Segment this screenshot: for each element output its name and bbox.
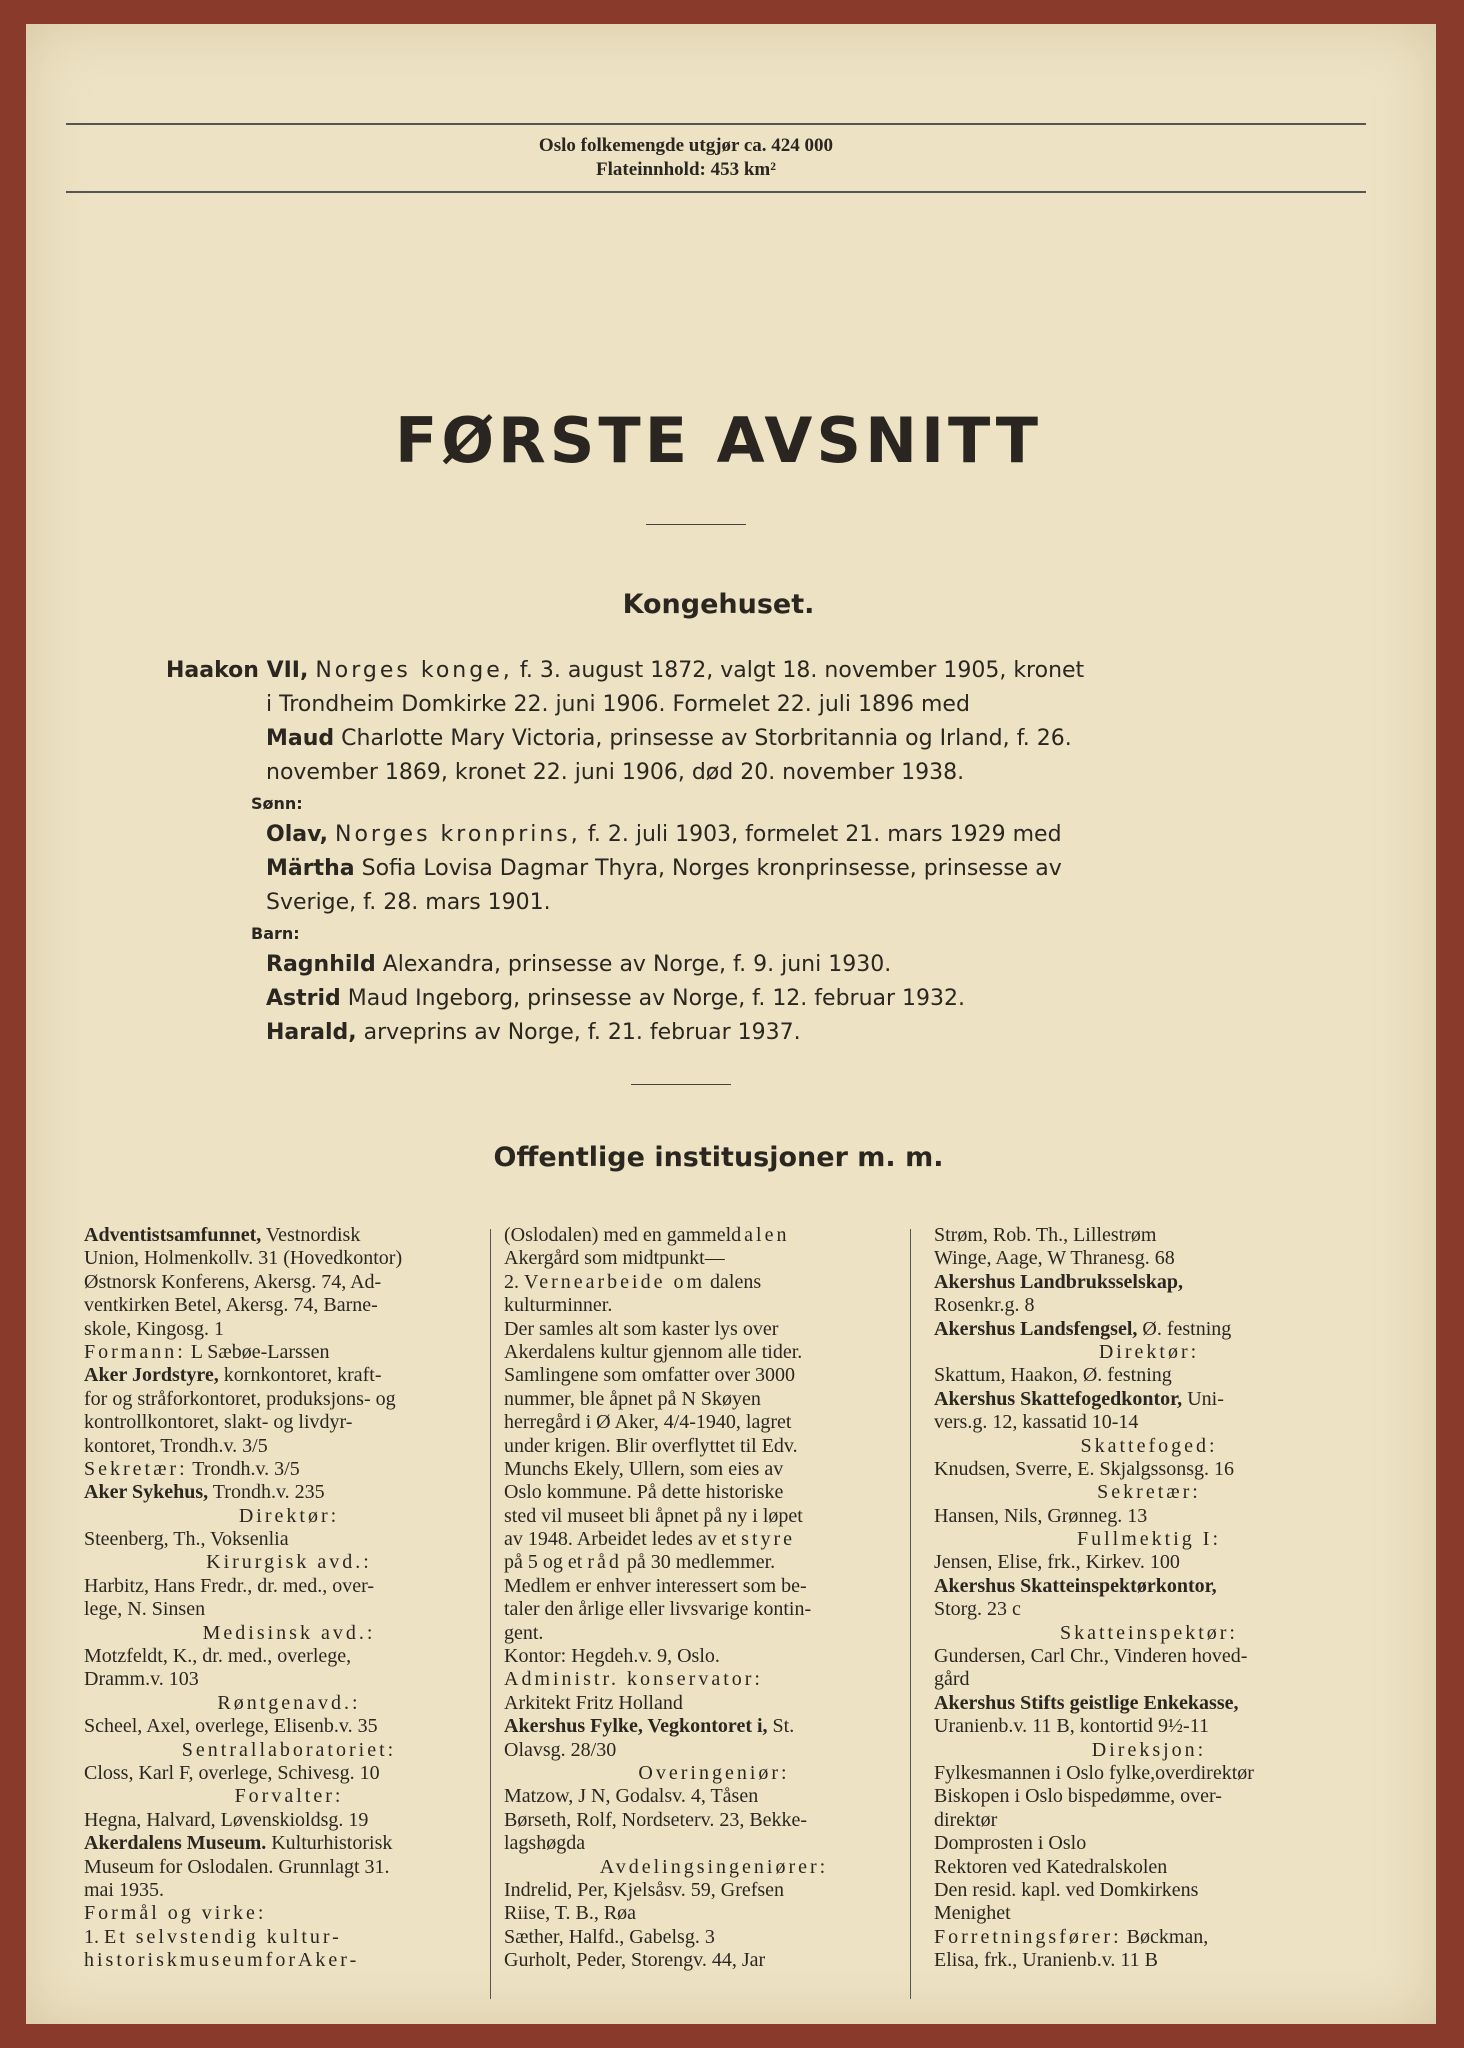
entry-line: [934, 1271, 1364, 1294]
entry-line: [934, 1622, 1364, 1645]
person-details: arveprins av Norge, f. 21. februar 1937.: [363, 1020, 801, 1045]
royal-line: [166, 790, 1256, 818]
entry-line: [934, 1715, 1364, 1738]
entry-line: [934, 1739, 1364, 1762]
role-label: Skatteinspektør:: [1060, 1621, 1238, 1644]
entry-line: [84, 1411, 494, 1434]
spaced-text: dalen: [731, 1224, 790, 1246]
entry-text: kontoret, Trondh.v. 3/5: [84, 1434, 268, 1457]
institution-name: Akershus Fylke, Vegkontoret i,: [504, 1715, 768, 1738]
entry-line: [934, 1481, 1364, 1504]
entry-text: ventkirken Betel, Akersg. 74, Barne-: [84, 1294, 378, 1317]
entry-text: Biskopen i Oslo bispedømme, over-: [934, 1785, 1222, 1808]
entry-text: Riise, T. B., Røa: [504, 1902, 637, 1925]
entry-line: [84, 1809, 494, 1832]
entry-line: [84, 1318, 494, 1341]
institution-name: Akershus Skatteinspektørkontor,: [934, 1574, 1217, 1597]
entry-line: [84, 1856, 494, 1879]
spaced-text: Vernearbeide om: [524, 1270, 706, 1293]
entry-text: Gundersen, Carl Chr., Vinderen hoved-: [934, 1645, 1248, 1668]
entry-line: [84, 1341, 494, 1364]
entry-line: [934, 1598, 1364, 1621]
person-name: Olav,: [266, 822, 328, 847]
entry-line: [84, 1271, 494, 1294]
entry-text: Kontor: Hegdeh.v. 9, Oslo.: [504, 1645, 720, 1668]
entry-text: Bøckman,: [1121, 1925, 1209, 1948]
royal-line: [166, 722, 1256, 756]
entry-text: Hegna, Halvard, Løvenskioldsg. 19: [84, 1808, 369, 1831]
entry-text: Samlingene som omfatter over 3000: [504, 1364, 796, 1387]
entry-text: Museum for Oslodalen. Grunnlagt 31.: [84, 1855, 390, 1878]
page: [26, 24, 1436, 2024]
entry-text: Oslo kommune. På dette historiske: [504, 1481, 784, 1504]
role-label: Røntgenavd.:: [217, 1691, 361, 1714]
entry-line: [84, 1762, 494, 1785]
entry-line: [934, 1458, 1364, 1481]
entry-line: [84, 1388, 494, 1411]
entry-line: [504, 1668, 924, 1691]
entry-line: [84, 1528, 494, 1551]
entry-text: Akergård som midtpunkt—: [504, 1247, 725, 1270]
role-label: Skattefoged:: [1080, 1434, 1218, 1457]
role-label: Administr. konservator:: [504, 1668, 763, 1691]
entry-text: Trondh.v. 3/5: [187, 1457, 300, 1480]
institution-name: Akershus Skattefogedkontor,: [934, 1387, 1183, 1410]
entry-text: lagshøgda: [504, 1832, 586, 1855]
entry-line: [504, 1481, 924, 1504]
population-line: Oslo folkemengde utgjør ca. 424 000: [538, 135, 834, 156]
institutions-column-1: [84, 1224, 494, 1973]
entry-line: [504, 1551, 924, 1574]
person-details: f. 3. august 1872, valgt 18. november 1905, kronet: [519, 658, 1085, 683]
entry-text: Strøm, Rob. Th., Lillestrøm: [934, 1224, 1157, 1246]
royal-heading: Kongehuset.: [622, 589, 815, 620]
entry-line: [504, 1435, 924, 1458]
entry-line: [934, 1528, 1364, 1551]
entry-line: [934, 1668, 1364, 1691]
person-name: Haakon VII,: [166, 658, 309, 683]
entry-line: [934, 1318, 1364, 1341]
entry-text: Østnorsk Konferens, Akersg. 74, Ad-: [84, 1270, 382, 1293]
entry-text: kontrollkontoret, slakt- og livdyr-: [84, 1411, 353, 1434]
royal-line: [166, 1016, 1256, 1050]
entry-line: [504, 1856, 924, 1879]
page-title: FØRSTE AVSNITT: [394, 404, 1043, 477]
entry-line: [934, 1224, 1364, 1247]
entry-line: [84, 1364, 494, 1387]
role-label: Sentrallaboratoriet:: [181, 1738, 397, 1761]
entry-text: Matzow, J N, Godalsv. 4, Tåsen: [504, 1785, 759, 1808]
entry-text: Closs, Karl F, overlege, Schivesg. 10: [84, 1761, 380, 1784]
entry-line: [504, 1645, 924, 1668]
institutions-column-3: [934, 1224, 1364, 1973]
entry-line: [934, 1926, 1364, 1949]
entry-line: [504, 1926, 924, 1949]
role-label: Medisinsk avd.:: [202, 1621, 376, 1644]
entry-line: [504, 1902, 924, 1925]
institution-name: Aker Sykehus,: [84, 1481, 209, 1504]
royal-line: [166, 852, 1256, 886]
relation-label: Barn:: [251, 924, 300, 943]
entry-line: [84, 1551, 494, 1574]
entry-text: skole, Kingosg. 1: [84, 1317, 224, 1340]
entry-text: 1.: [84, 1925, 104, 1948]
entry-text: Sæther, Halfd., Gabelsg. 3: [504, 1925, 715, 1948]
person-name: Ragnhild: [266, 952, 376, 977]
entry-text: Rektoren ved Katedralskolen: [934, 1855, 1168, 1878]
institution-name: Akerdalens Museum.: [84, 1832, 267, 1855]
entry-text: for og stråforkontoret, produksjons- og: [84, 1387, 396, 1410]
entry-text: Dramm.v. 103: [84, 1668, 199, 1691]
entry-text: Medlem er enhver interessert som be-: [504, 1574, 807, 1597]
entry-line: [934, 1435, 1364, 1458]
entry-line: [504, 1879, 924, 1902]
royal-line: [166, 920, 1256, 948]
entry-text: kornkontoret, kraft-: [218, 1364, 382, 1387]
entry-line: [84, 1902, 494, 1925]
entry-text: Rosenkr.g. 8: [934, 1294, 1035, 1317]
entry-text: dalens: [705, 1270, 762, 1293]
entry-text: taler den årlige eller livsvarige kontin-: [504, 1598, 812, 1621]
spaced-text: råd: [587, 1551, 622, 1574]
role-label: Overingeniør:: [638, 1761, 790, 1784]
person-title: Norges kronprins,: [335, 822, 581, 847]
entry-line: [504, 1458, 924, 1481]
entry-text: under krigen. Blir overflyttet til Edv.: [504, 1434, 798, 1457]
entry-line: [934, 1575, 1364, 1598]
entry-text: mai 1935.: [84, 1878, 164, 1901]
entry-text: Kulturhistorisk: [266, 1832, 393, 1855]
person-name: Harald,: [266, 1020, 357, 1045]
entry-line: [934, 1762, 1364, 1785]
entry-line: [504, 1271, 924, 1294]
relation-label: Sønn:: [251, 794, 303, 813]
entry-line: [84, 1832, 494, 1855]
entry-line: [934, 1809, 1364, 1832]
entry-line: [84, 1668, 494, 1691]
entry-line: [934, 1551, 1364, 1574]
entry-line: [504, 1388, 924, 1411]
entry-text: gent.: [504, 1621, 544, 1644]
spaced-text: historiskmuseumforAker-: [84, 1949, 360, 1972]
entry-line: [504, 1809, 924, 1832]
entry-line: [504, 1692, 924, 1715]
header-bottom-rule: [66, 191, 1366, 193]
entry-text: (Oslodalen) med en gammel: [504, 1224, 732, 1246]
entry-line: [934, 1388, 1364, 1411]
entry-text: herregård i Ø Aker, 4/4-1940, lagret: [504, 1411, 792, 1434]
entry-text: av 1948. Arbeidet ledes av et: [504, 1528, 742, 1551]
entry-line: [84, 1739, 494, 1762]
entry-line: [84, 1879, 494, 1902]
entry-text: Motzfeldt, K., dr. med., overlege,: [84, 1645, 352, 1668]
institution-name: Aker Jordstyre,: [84, 1364, 219, 1387]
entry-text: Ø. festning: [1137, 1317, 1232, 1340]
entry-text: Gurholt, Peder, Storengv. 44, Jar: [504, 1949, 766, 1972]
entry-line: [934, 1411, 1364, 1434]
royal-line: [166, 886, 1256, 920]
entry-text: på 30 medlemmer.: [621, 1551, 776, 1574]
entry-line: [84, 1785, 494, 1808]
entry-text: Der samles alt som kaster lys over: [504, 1317, 779, 1340]
entry-text: Vestnordisk: [261, 1224, 361, 1246]
entry-text: kulturminner.: [504, 1294, 613, 1317]
entry-text: Knudsen, Sverre, E. Skjalgssonsg. 16: [934, 1457, 1234, 1480]
entry-line: [84, 1458, 494, 1481]
entry-text: nummer, ble åpnet på N Skøyen: [504, 1387, 761, 1410]
person-details: Charlotte Mary Victoria, prinsesse av Storbritannia og Irland, f. 26.: [341, 726, 1072, 751]
entry-text: Uni-: [1182, 1387, 1224, 1410]
entry-text: Børseth, Rolf, Nordseterv. 23, Bekke-: [504, 1808, 808, 1831]
person-name: Maud: [266, 726, 335, 751]
role-label: Avdelingsingeniører:: [599, 1855, 829, 1878]
entry-text: Harbitz, Hans Fredr., dr. med., over-: [84, 1574, 375, 1597]
person-details: Sofia Lovisa Dagmar Thyra, Norges kronprinsesse, prinsesse av: [361, 856, 1062, 881]
entry-line: [934, 1364, 1364, 1387]
entry-line: [934, 1785, 1364, 1808]
entry-text: på 5 og et: [504, 1551, 588, 1574]
entry-text: sted vil museet bli åpnet på ny i løpet: [504, 1504, 803, 1527]
entry-line: [84, 1715, 494, 1738]
entry-line: [84, 1926, 494, 1949]
entry-text: Indrelid, Per, Kjelsåsv. 59, Grefsen: [504, 1878, 785, 1901]
entry-text: St.: [767, 1715, 795, 1738]
entry-line: [84, 1949, 494, 1972]
role-label: Direktør:: [238, 1504, 340, 1527]
role-label: Formål og virke:: [84, 1902, 267, 1925]
entry-line: [504, 1224, 924, 1247]
role-label: Kirurgisk avd.:: [206, 1551, 372, 1574]
entry-text: Trondh.v. 235: [208, 1481, 325, 1504]
entry-text: lege, N. Sinsen: [84, 1598, 206, 1621]
person-details: Sverige, f. 28. mars 1901.: [266, 890, 551, 915]
entry-text: Domprosten i Oslo: [934, 1832, 1087, 1855]
entry-text: direktør: [934, 1808, 998, 1831]
entry-line: [504, 1598, 924, 1621]
entry-line: [84, 1645, 494, 1668]
entry-line: [504, 1528, 924, 1551]
entry-text: Uranienb.v. 11 B, kontortid 9½-11: [934, 1715, 1209, 1738]
entry-text: Arkitekt Fritz Holland: [504, 1691, 683, 1714]
entry-text: 2.: [504, 1270, 524, 1293]
entry-line: [84, 1247, 494, 1270]
person-details: Maud Ingeborg, prinsesse av Norge, f. 12. februar 1932.: [347, 986, 966, 1011]
spaced-text: styre: [741, 1528, 796, 1551]
entry-line: [504, 1785, 924, 1808]
entry-line: [84, 1575, 494, 1598]
person-name: Astrid: [266, 986, 341, 1011]
entry-text: Fylkesmannen i Oslo fylke,overdirektør: [934, 1761, 1254, 1784]
entry-text: L Sæbøe-Larssen: [185, 1340, 330, 1363]
entry-text: vers.g. 12, kassatid 10-14: [934, 1411, 1139, 1434]
entry-line: [504, 1341, 924, 1364]
entry-line: [504, 1318, 924, 1341]
entry-text: Menighet: [934, 1902, 1011, 1925]
title-divider: [646, 524, 746, 525]
entry-line: [504, 1762, 924, 1785]
person-title: Norges konge,: [315, 658, 513, 683]
entry-line: [504, 1739, 924, 1762]
entry-line: [934, 1645, 1364, 1668]
entry-line: [504, 1832, 924, 1855]
institution-name: Adventistsamfunnet,: [84, 1224, 262, 1246]
role-label: Fullmektig I:: [1077, 1528, 1221, 1551]
entry-line: [934, 1341, 1364, 1364]
entry-line: [934, 1902, 1364, 1925]
entry-line: [934, 1949, 1364, 1972]
royal-line: [166, 654, 1256, 688]
entry-line: [84, 1481, 494, 1504]
entry-line: [84, 1224, 494, 1247]
royal-line: [166, 948, 1256, 982]
entry-text: Scheel, Axel, overlege, Elisenb.v. 35: [84, 1715, 378, 1738]
role-label: Forretningsfører:: [934, 1925, 1122, 1948]
area-line: Flateinnhold: 453 km²: [596, 159, 776, 180]
entry-line: [504, 1949, 924, 1972]
entry-line: [934, 1294, 1364, 1317]
person-name: Märtha: [266, 856, 355, 881]
header-top-rule: [66, 123, 1366, 125]
entry-text: Den resid. kapl. ved Domkirkens: [934, 1878, 1199, 1901]
entry-text: Munchs Ekely, Ullern, som eies av: [504, 1457, 784, 1480]
entry-line: [504, 1364, 924, 1387]
entry-line: [84, 1692, 494, 1715]
royal-family-list: [166, 654, 1256, 1050]
entry-line: [504, 1622, 924, 1645]
entry-line: [504, 1715, 924, 1738]
institutions-heading: Offentlige institusjoner m. m.: [493, 1142, 944, 1173]
role-label: Sekretær:: [1097, 1481, 1201, 1504]
royal-line: [166, 688, 1256, 722]
role-label: Sekretær:: [84, 1457, 188, 1480]
person-details: november 1869, kronet 22. juni 1906, død 20. november 1938.: [266, 760, 965, 785]
entry-line: [84, 1598, 494, 1621]
entry-line: [934, 1879, 1364, 1902]
role-label: Forvalter:: [234, 1785, 344, 1808]
entry-line: [934, 1692, 1364, 1715]
role-label: Formann:: [84, 1340, 186, 1363]
entry-line: [504, 1247, 924, 1270]
royal-line: [166, 756, 1256, 790]
institution-name: Akershus Stifts geistlige Enkekasse,: [934, 1691, 1239, 1714]
entry-line: [934, 1832, 1364, 1855]
institution-name: Akershus Landbruksselskap,: [934, 1270, 1183, 1293]
entry-text: Steenberg, Th., Voksenlia: [84, 1528, 289, 1551]
entry-text: Elisa, frk., Uranienb.v. 11 B: [934, 1949, 1159, 1972]
section-divider: [631, 1084, 731, 1085]
entry-text: Storg. 23 c: [934, 1598, 1021, 1621]
role-label: Direksjon:: [1091, 1738, 1207, 1761]
entry-text: Winge, Aage, W Thranesg. 68: [934, 1247, 1175, 1270]
person-details: Alexandra, prinsesse av Norge, f. 9. juni 1930.: [382, 952, 892, 977]
entry-line: [934, 1247, 1364, 1270]
entry-text: Skattum, Haakon, Ø. festning: [934, 1364, 1172, 1387]
entry-text: Jensen, Elise, frk., Kirkev. 100: [934, 1551, 1180, 1574]
entry-line: [504, 1411, 924, 1434]
entry-text: Hansen, Nils, Grønneg. 13: [934, 1504, 1148, 1527]
institutions-column-2: [504, 1224, 924, 1973]
entry-line: [84, 1294, 494, 1317]
entry-line: [84, 1435, 494, 1458]
entry-text: Akerdalens kultur gjennom alle tider.: [504, 1340, 803, 1363]
entry-line: [934, 1856, 1364, 1879]
entry-line: [504, 1294, 924, 1317]
entry-line: [504, 1505, 924, 1528]
entry-line: [504, 1575, 924, 1598]
role-label: Direktør:: [1098, 1340, 1200, 1363]
institution-name: Akershus Landsfengsel,: [934, 1317, 1138, 1340]
entry-line: [84, 1622, 494, 1645]
entry-text: Union, Holmenkollv. 31 (Hovedkontor): [84, 1247, 403, 1270]
person-details: i Trondheim Domkirke 22. juni 1906. Formelet 22. juli 1896 med: [266, 692, 970, 717]
royal-line: [166, 982, 1256, 1016]
person-details: f. 2. juli 1903, formelet 21. mars 1929 med: [587, 822, 1062, 847]
entry-text: Olavsg. 28/30: [504, 1738, 617, 1761]
royal-line: [166, 818, 1256, 852]
entry-line: [934, 1505, 1364, 1528]
entry-text: gård: [934, 1668, 970, 1691]
entry-line: [84, 1505, 494, 1528]
spaced-text: Et selvstendig kultur-: [104, 1925, 342, 1948]
